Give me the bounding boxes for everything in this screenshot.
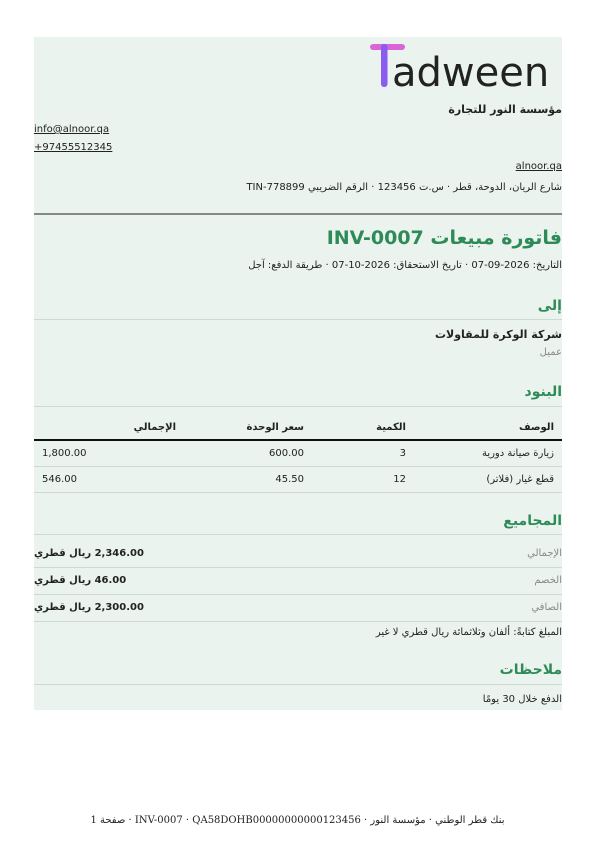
invoice-title: فاتورة مبيعات INV-0007: [326, 227, 562, 249]
tadween-logo: [369, 40, 557, 90]
item-description: زيارة صيانة دورية: [414, 440, 562, 467]
item-unit-price: 45.50: [184, 467, 312, 493]
items-table: [34, 415, 562, 493]
items-heading: البنود: [524, 384, 562, 400]
col-total: الإجمالي: [133, 421, 176, 433]
totals-row-discount: [34, 567, 562, 595]
table-row: [34, 467, 562, 493]
col-qty: الكمية: [376, 421, 406, 433]
totals-row-gross: [34, 540, 562, 568]
item-qty: 3: [312, 440, 414, 467]
logo-wordmark: adween: [392, 50, 550, 90]
item-unit-price: 600.00: [184, 440, 312, 467]
client-name: شركة الوكرة للمقاولات: [434, 328, 562, 341]
notes-divider: [34, 684, 562, 685]
totals-value: 2,300.00 ريال قطري: [34, 602, 144, 613]
notes-text: الدفع خلال 30 يومًا: [482, 694, 562, 705]
client-type: عميل: [539, 347, 562, 358]
col-unit-price: سعر الوحدة: [246, 421, 304, 433]
seller-name: مؤسسة النور للتجارة: [448, 103, 562, 116]
client-heading: إلى: [537, 298, 562, 314]
totals-heading: المجاميع: [503, 513, 562, 529]
items-header-row: [34, 415, 562, 440]
seller-email-link[interactable]: info@alnoor.qa: [34, 124, 110, 135]
invoice-meta: التاريخ: 2026-09-07 · تاريخ الاستحقاق: 2026-10-07 · طريقة الدفع: آجل: [248, 260, 562, 271]
notes-heading: ملاحظات: [499, 662, 562, 678]
item-total: 546.00: [34, 467, 184, 493]
client-divider: [34, 319, 562, 320]
totals-divider: [34, 534, 562, 535]
item-total: 1,800.00: [34, 440, 184, 467]
totals-value: 46.00 ريال قطري: [34, 575, 127, 586]
table-row: [34, 440, 562, 467]
items-divider: [34, 406, 562, 407]
totals-value: 2,346.00 ريال قطري: [34, 548, 144, 559]
seller-website-link[interactable]: alnoor.qa: [515, 161, 562, 172]
seller-phone-link[interactable]: +97455512345: [34, 142, 113, 153]
totals-row-net: [34, 594, 562, 622]
header-divider: [34, 213, 562, 215]
item-description: قطع غيار (فلاتر): [414, 467, 562, 493]
invoice-sheet: [34, 37, 562, 710]
amount-in-words: المبلغ كتابةً: ألفان وثلاثمائة ريال قطري لا غير: [375, 627, 562, 638]
page-footer: بنك قطر الوطني · مؤسسة النور · INV-0007 · QA58DOHB00000000000123456 · صفحة 1: [90, 815, 505, 826]
totals-label: الخصم: [534, 575, 562, 586]
col-description: الوصف: [518, 421, 554, 433]
totals-label: الصافي: [531, 602, 562, 613]
seller-address: شارع الريان، الدوحة، قطر · س.ت 123456 · الرقم الضريبي TIN-778899: [246, 182, 562, 193]
item-qty: 12: [312, 467, 414, 493]
totals-label: الإجمالي: [527, 548, 562, 559]
